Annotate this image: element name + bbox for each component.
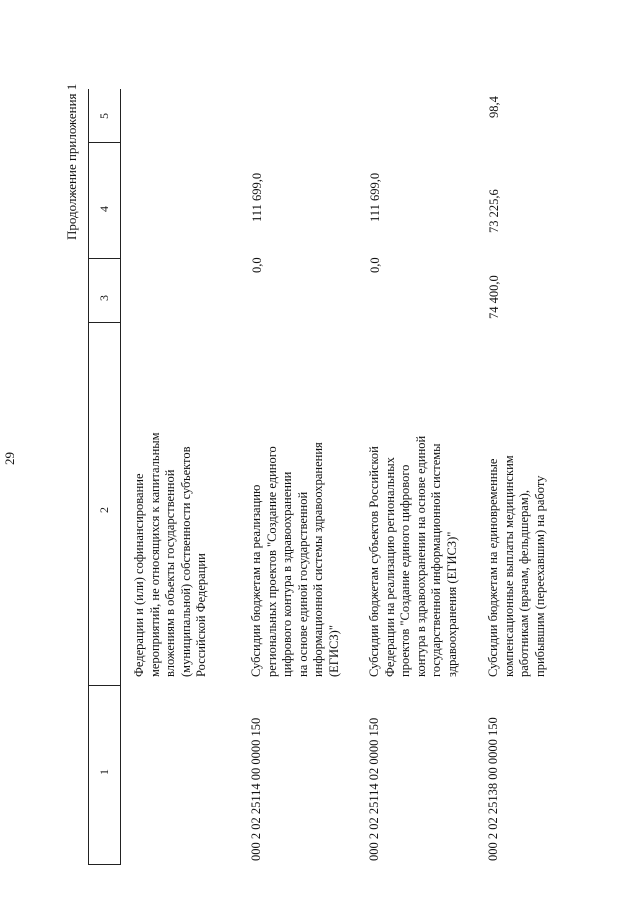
row-1-name-line: цифрового контура в здравоохранении bbox=[280, 471, 295, 677]
header-divider-4 bbox=[88, 258, 120, 259]
row-1-col4: 111 699,0 bbox=[250, 172, 264, 222]
header-divider-1 bbox=[88, 864, 120, 865]
row-1-name-line: информационной системы здравоохранения bbox=[311, 442, 326, 677]
row-3-code: 000 2 02 25138 00 0000 150 bbox=[486, 717, 500, 861]
row-2-col4: 111 699,0 bbox=[368, 172, 382, 222]
row-0-name-line: вложениям в объекты государственной bbox=[163, 469, 178, 677]
row-3-name bbox=[486, 455, 548, 677]
row-1-name-line: на основе единой государственной bbox=[295, 491, 310, 677]
row-1-name-line: (ЕГИСЗ)" bbox=[326, 625, 341, 677]
header-col-3: 3 bbox=[97, 295, 111, 301]
header-col-2: 2 bbox=[97, 507, 111, 513]
row-2-col3: 0,0 bbox=[368, 257, 382, 273]
row-0-name-line: мероприятий, не относящихся к капитальным bbox=[147, 432, 162, 677]
row-2-code: 000 2 02 25114 02 0000 150 bbox=[367, 717, 381, 861]
row-2-name bbox=[367, 436, 461, 677]
header-col-1: 1 bbox=[97, 769, 111, 775]
continuation-label: Продолжение приложения 1 bbox=[64, 83, 79, 240]
row-0-name bbox=[132, 432, 210, 677]
row-2-name-line: государственной информационной системы bbox=[429, 443, 444, 677]
row-0-name-line: (муниципальной) собственности субъектов bbox=[178, 446, 193, 677]
page-number: 29 bbox=[2, 452, 17, 465]
row-3-col4: 73 225,6 bbox=[487, 189, 501, 233]
row-3-name-line: работникам (врачам, фельдшерам), bbox=[517, 489, 532, 677]
row-1-col3: 0,0 bbox=[250, 257, 264, 273]
header-divider-2 bbox=[88, 685, 120, 686]
header-col-5: 5 bbox=[97, 113, 111, 119]
row-1-name-line: Субсидии бюджетам на реализацию bbox=[249, 484, 263, 677]
row-1-code: 000 2 02 25114 00 0000 150 bbox=[249, 717, 263, 861]
header-line-bottom bbox=[120, 89, 121, 865]
row-1-name-line: региональных проектов "Создание единого bbox=[264, 446, 279, 677]
row-3-col5: 98,4 bbox=[487, 96, 501, 118]
row-2-name-line: здравоохранения (ЕГИСЗ)" bbox=[444, 531, 459, 677]
row-3-name-line: компенсационные выплаты медицинским bbox=[501, 455, 516, 677]
row-3-name-line: Субсидии бюджетам на единовременные bbox=[486, 458, 500, 677]
row-0-name-line: Федерации и (или) софинансирование bbox=[132, 473, 146, 677]
row-3-name-line: прибывшим (переехавшим) на работу bbox=[532, 475, 547, 677]
header-col-4: 4 bbox=[97, 206, 111, 212]
header-line-top bbox=[88, 89, 89, 865]
row-2-name-line: Федерации на реализацию региональных bbox=[382, 457, 397, 677]
header-divider-3 bbox=[88, 322, 120, 323]
row-2-name-line: проектов "Создание единого цифрового bbox=[398, 464, 413, 677]
row-2-name-line: контура в здравоохранении на основе единой bbox=[413, 435, 428, 677]
row-0-name-line: Российской Федерации bbox=[194, 553, 209, 677]
row-2-name-line: Субсидии бюджетам субъектов Российской bbox=[367, 446, 381, 677]
header-divider-5 bbox=[88, 142, 120, 143]
row-1-name bbox=[249, 442, 343, 677]
row-3-col3: 74 400,0 bbox=[487, 275, 501, 319]
